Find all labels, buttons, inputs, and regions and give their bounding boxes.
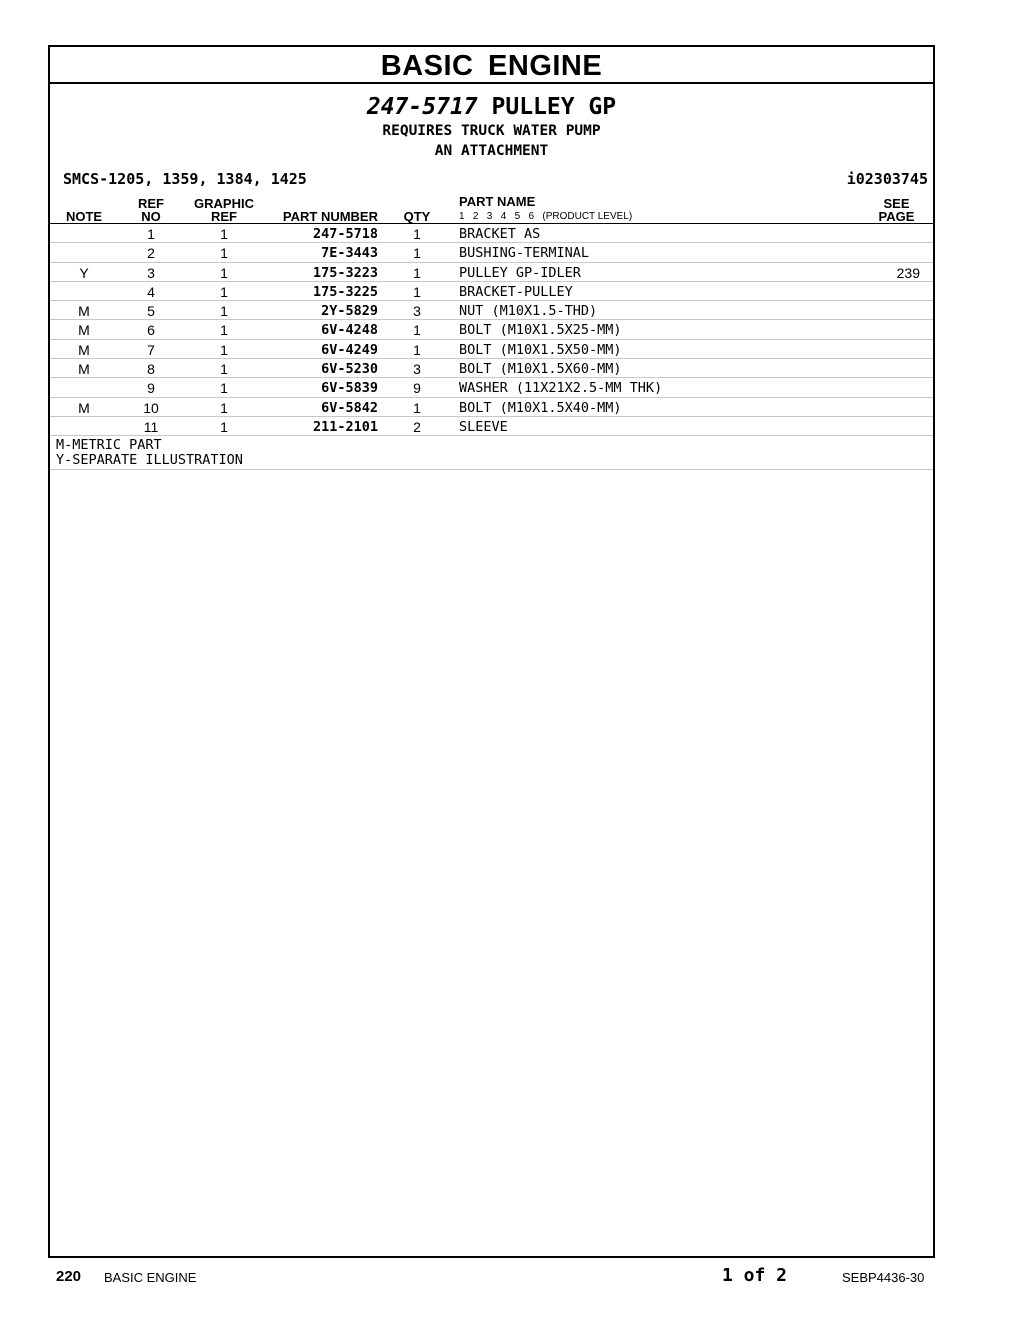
row-ref-no: 10 bbox=[143, 399, 159, 416]
row-see-page: 239 bbox=[896, 264, 920, 281]
row-graphic-ref: 1 bbox=[220, 264, 228, 281]
row-qty: 1 bbox=[413, 399, 421, 416]
sheet-indicator: 1 of 2 bbox=[722, 1265, 788, 1286]
row-part-number: 6V-5230 bbox=[321, 361, 378, 378]
row-part-number: 247-5718 bbox=[312, 226, 378, 242]
row-part-number: 6V-4249 bbox=[321, 341, 378, 358]
row-qty: 1 bbox=[413, 322, 421, 339]
row-note: M bbox=[78, 341, 90, 358]
table-row bbox=[50, 378, 933, 397]
row-qty: 2 bbox=[413, 418, 421, 435]
row-graphic-ref: 1 bbox=[220, 322, 228, 339]
row-part-number: 6V-5839 bbox=[321, 380, 378, 397]
row-part-name: BRACKET AS bbox=[459, 226, 541, 242]
row-graphic-ref: 1 bbox=[220, 361, 228, 378]
row-qty: 1 bbox=[413, 283, 421, 300]
header-ref-bottom: NO bbox=[141, 209, 161, 224]
row-part-name: BOLT (M10X1.5X50-MM) bbox=[459, 341, 622, 358]
table-row bbox=[50, 359, 933, 378]
header-part-number: PART NUMBER bbox=[282, 209, 378, 224]
row-note: M bbox=[78, 303, 90, 320]
row-part-number: 175-3223 bbox=[312, 264, 378, 281]
header-see-top: SEE bbox=[883, 196, 910, 211]
row-note: Y bbox=[79, 264, 89, 281]
row-ref-no: 4 bbox=[147, 283, 155, 300]
page-number: 220 bbox=[56, 1268, 82, 1285]
table-row bbox=[50, 282, 933, 301]
row-ref-no: 8 bbox=[147, 361, 155, 378]
table-row bbox=[50, 398, 933, 417]
table-row bbox=[50, 340, 933, 359]
row-part-number: 6V-5842 bbox=[321, 399, 378, 416]
page-frame bbox=[48, 45, 935, 1258]
group-title bbox=[50, 93, 933, 121]
row-part-name: BOLT (M10X1.5X60-MM) bbox=[459, 361, 622, 378]
row-part-name: BRACKET-PULLEY bbox=[459, 283, 573, 300]
row-graphic-ref: 1 bbox=[220, 380, 228, 397]
row-qty: 1 bbox=[413, 226, 421, 242]
table-row bbox=[50, 263, 933, 282]
table-row bbox=[50, 301, 933, 320]
row-part-name: PULLEY GP-IDLER bbox=[459, 264, 581, 281]
table-row bbox=[50, 243, 933, 262]
row-ref-no: 2 bbox=[147, 245, 155, 262]
illustration-id: i02303745 bbox=[846, 170, 928, 188]
row-ref-no: 11 bbox=[143, 418, 159, 435]
requirement-line-2: AN ATTACHMENT bbox=[434, 143, 549, 159]
row-qty: 3 bbox=[413, 361, 421, 378]
header-part-name: PART NAME bbox=[459, 194, 536, 209]
row-ref-no: 9 bbox=[147, 380, 155, 397]
row-graphic-ref: 1 bbox=[220, 245, 228, 262]
header-see-bottom: PAGE bbox=[878, 209, 915, 224]
header-qty: QTY bbox=[403, 209, 431, 224]
row-qty: 1 bbox=[413, 264, 421, 281]
row-qty: 1 bbox=[413, 245, 421, 262]
row-graphic-ref: 1 bbox=[220, 418, 228, 435]
page-footer bbox=[0, 1262, 1020, 1292]
section-title: BASIC ENGINE bbox=[50, 47, 933, 84]
row-graphic-ref: 1 bbox=[220, 303, 228, 320]
row-part-number: 7E-3443 bbox=[321, 245, 378, 262]
note-separate-illustration: Y-SEPARATE ILLUSTRATION bbox=[56, 452, 243, 469]
smcs-codes: SMCS-1205, 1359, 1384, 1425 bbox=[63, 170, 307, 188]
row-part-name: WASHER (11X21X2.5-MM THK) bbox=[459, 380, 663, 397]
row-graphic-ref: 1 bbox=[220, 226, 228, 242]
header-product-levels: 1 2 3 4 5 6 (PRODUCT LEVEL) bbox=[459, 211, 633, 222]
row-qty: 9 bbox=[413, 380, 421, 397]
group-part-number: 247-5717 bbox=[366, 94, 478, 120]
row-ref-no: 7 bbox=[147, 341, 155, 358]
row-part-number: 2Y-5829 bbox=[321, 303, 378, 320]
group-name: PULLEY GP bbox=[491, 94, 617, 120]
footer-section: BASIC ENGINE bbox=[104, 1270, 197, 1285]
table-header bbox=[50, 191, 933, 224]
row-part-name: BOLT (M10X1.5X40-MM) bbox=[459, 399, 622, 416]
note-metric: M-METRIC PART bbox=[56, 437, 162, 454]
row-part-name: SLEEVE bbox=[459, 418, 508, 435]
header-ref-top: REF bbox=[138, 196, 164, 211]
row-ref-no: 6 bbox=[147, 322, 155, 339]
row-note: M bbox=[78, 361, 90, 378]
table-row bbox=[50, 320, 933, 339]
requirement-line-1: REQUIRES TRUCK WATER PUMP bbox=[382, 123, 601, 139]
header-graphic-top: GRAPHIC bbox=[194, 196, 254, 211]
document-id: SEBP4436-30 bbox=[842, 1270, 925, 1285]
row-qty: 1 bbox=[413, 341, 421, 358]
row-qty: 3 bbox=[413, 303, 421, 320]
row-graphic-ref: 1 bbox=[220, 341, 228, 358]
row-note: M bbox=[78, 399, 90, 416]
smcs-row bbox=[50, 167, 933, 191]
row-graphic-ref: 1 bbox=[220, 283, 228, 300]
header-note: NOTE bbox=[65, 209, 103, 224]
row-part-number: 6V-4248 bbox=[321, 322, 378, 339]
row-part-name: BUSHING-TERMINAL bbox=[459, 245, 590, 262]
row-part-number: 175-3225 bbox=[312, 283, 378, 300]
table-row bbox=[50, 417, 933, 436]
notes-legend bbox=[50, 436, 933, 470]
header-graphic-bottom: REF bbox=[211, 209, 237, 224]
row-ref-no: 1 bbox=[147, 226, 155, 242]
row-note: M bbox=[78, 322, 90, 339]
row-part-name: NUT (M10X1.5-THD) bbox=[459, 303, 598, 320]
row-ref-no: 3 bbox=[147, 264, 155, 281]
row-part-number: 211-2101 bbox=[312, 418, 378, 435]
row-graphic-ref: 1 bbox=[220, 399, 228, 416]
row-part-name: BOLT (M10X1.5X25-MM) bbox=[459, 322, 622, 339]
row-ref-no: 5 bbox=[147, 303, 155, 320]
table-row bbox=[50, 224, 933, 243]
